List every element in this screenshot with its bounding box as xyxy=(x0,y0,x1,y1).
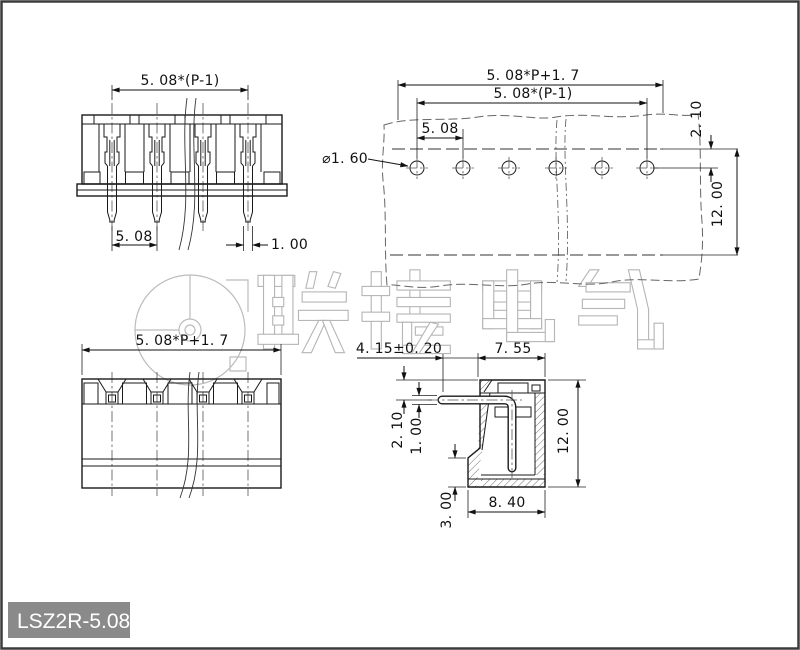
side-section-view xyxy=(356,341,586,529)
dim-side-pin-size: 1. 00 xyxy=(409,417,425,455)
pcb-break-lines xyxy=(556,119,568,282)
dim-pcb-hole-dia: ⌀1. 60 xyxy=(322,151,368,167)
pcb-dimensions xyxy=(322,68,738,255)
dim-front-pitch-span: 5. 08*(P-1) xyxy=(140,73,220,89)
dim-pcb-pitch: 5. 08 xyxy=(421,121,459,137)
dim-pcb-edge-offset: 2. 10 xyxy=(689,100,705,138)
dim-front-pitch: 5. 08 xyxy=(115,229,153,245)
dim-pcb-depth: 12. 00 xyxy=(710,180,726,228)
side-section-dimensions xyxy=(356,341,586,529)
dim-side-base-depth: 8. 40 xyxy=(488,495,526,511)
dim-side-height: 12. 00 xyxy=(556,407,572,455)
pcb-holes xyxy=(406,157,658,179)
pcb-edge-lines xyxy=(390,149,663,255)
front-view xyxy=(77,73,308,253)
front-view-housing xyxy=(77,115,287,222)
pcb-layout-view xyxy=(322,68,738,287)
front-view-centerlines xyxy=(112,103,248,232)
top-view-centerlines xyxy=(112,372,248,496)
top-view-dimensions xyxy=(82,333,281,375)
dim-side-pin-protrusion: 4. 15±0. 20 xyxy=(355,341,443,357)
watermark xyxy=(135,270,663,385)
front-view-break-lines xyxy=(179,98,196,250)
sheet-border xyxy=(2,2,799,649)
top-view xyxy=(82,333,281,498)
dim-side-body-depth: 7. 55 xyxy=(494,341,532,357)
dim-top-overall: 5. 08*P+1. 7 xyxy=(135,333,229,349)
part-label xyxy=(8,602,130,638)
dim-side-pin-offset: 2. 10 xyxy=(390,411,406,449)
dim-side-foot-height: 3. 00 xyxy=(439,491,455,529)
pcb-board-outline xyxy=(382,114,702,287)
dim-pcb-pitch-span: 5. 08*(P-1) xyxy=(493,86,573,102)
watermark-logo-icon xyxy=(135,275,248,385)
dim-pcb-overall: 5. 08*P+1. 7 xyxy=(486,68,580,84)
part-label-text: LSZ2R-5.08 xyxy=(17,610,131,633)
dim-front-pin-width: 1. 00 xyxy=(271,237,309,253)
watermark-text-glyphs xyxy=(258,270,663,354)
